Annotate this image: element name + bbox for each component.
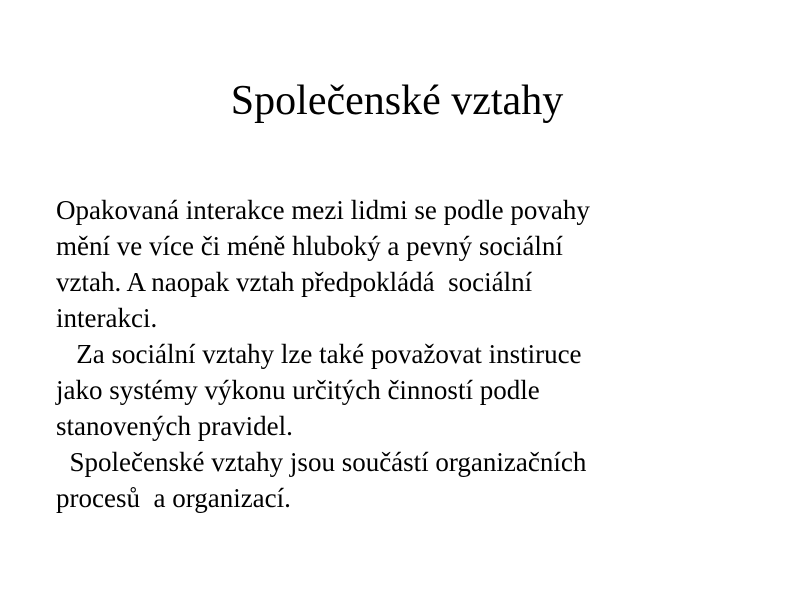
body-line-2: mění ve více či méně hluboký a pevný sociální [56, 231, 563, 261]
body-line-9: procesů a organizací. [56, 483, 291, 513]
body-line-5: Za sociální vztahy lze také považovat instiruce [56, 339, 582, 369]
body-line-8: Společenské vztahy jsou součástí organizačních [56, 447, 587, 477]
body-line-4: interakci. [56, 303, 158, 333]
body-line-1: Opakovaná interakce mezi lidmi se podle povahy [56, 195, 590, 225]
body-line-3: vztah. A naopak vztah předpokládá sociální [56, 267, 533, 297]
slide-title: Společenské vztahy [230, 78, 564, 124]
body-line-6: jako systémy výkonu určitých činností podle [56, 375, 540, 405]
body-line-7: stanovených pravidel. [56, 411, 293, 441]
slide-body [56, 192, 776, 516]
